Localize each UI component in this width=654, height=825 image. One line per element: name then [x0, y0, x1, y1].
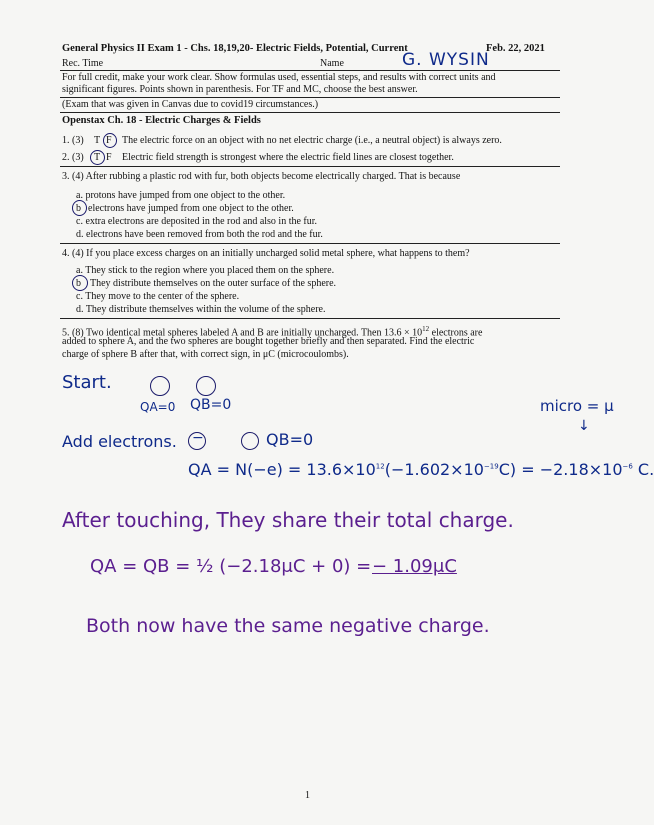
- exam-note: (Exam that was given in Canvas due to covid19 circumstances.): [62, 99, 319, 110]
- sphere-b-circle: [196, 376, 216, 396]
- q2-true: T: [94, 152, 101, 163]
- q4-option-d: d. They distribute themselves within the volume of the sphere.: [76, 304, 326, 315]
- q3-option-b: electrons have jumped from one object to the other.: [88, 203, 294, 214]
- q3-option-b-letter: b: [76, 203, 81, 214]
- q1-false: F: [106, 135, 112, 146]
- work-after-touching: After touching, They share their total charge.: [62, 508, 514, 532]
- q3-stem: 3. (4) After rubbing a plastic rod with fur, both objects become electrically charged. That is because: [62, 171, 461, 182]
- q1-prefix: 1. (3): [62, 135, 84, 146]
- student-name: G. WYSIN: [402, 50, 490, 70]
- sphere-b-neutral-circle: [241, 432, 259, 450]
- q4-option-b: They distribute themselves on the outer surface of the sphere.: [90, 278, 337, 289]
- micro-arrow: ↓: [578, 418, 590, 434]
- work-conclusion: Both now have the same negative charge.: [86, 615, 490, 637]
- work-final-lhs: QA = QB = ½ (−2.18μC + 0) =: [90, 556, 372, 577]
- final-answer: − 1.09μC: [372, 556, 457, 577]
- q3-answer-circle: [72, 200, 87, 216]
- sphere-a-circle: [150, 376, 170, 396]
- instructions-rule: [60, 97, 560, 98]
- header-rule: [60, 70, 560, 71]
- work-qb-zero-b: QB=0: [266, 430, 314, 449]
- q1-answer-circle: [103, 133, 117, 148]
- note-rule: [60, 112, 560, 113]
- instructions-line-1: For full credit, make your work clear. Show formulas used, essential steps, and results with correct units and: [62, 72, 496, 83]
- q2-false: F: [106, 152, 112, 163]
- name-label: Name: [320, 58, 344, 69]
- q1-text: The electric force on an object with no net electric charge (i.e., a neutral object) is always zero.: [122, 135, 502, 146]
- q4-option-b-letter: b: [76, 278, 81, 289]
- q3-option-d: d. electrons have been removed from both the rod and the fur.: [76, 229, 323, 240]
- q5-line-3: charge of sphere B after that, with correct sign, in μC (microcoulombs).: [62, 349, 349, 360]
- work-start: Start.: [62, 372, 112, 393]
- q3-option-c: c. extra electrons are deposited in the rod and also in the fur.: [76, 216, 318, 227]
- q2-prefix: 2. (3): [62, 152, 84, 163]
- q4-option-c: c. They move to the center of the sphere.: [76, 291, 240, 302]
- exam-date: Feb. 22, 2021: [486, 43, 545, 54]
- work-qa-zero: QA=0: [140, 400, 176, 414]
- q2-answer-circle: [90, 150, 105, 165]
- page-number: 1: [305, 790, 310, 801]
- q5-line-2: added to sphere A, and the two spheres are bought together briefly and then separated. Find the electric: [62, 336, 475, 347]
- q4-rule: [60, 318, 560, 319]
- instructions-line-2: significant figures. Points shown in parenthesis. For TF and MC, choose the best answer.: [62, 84, 418, 95]
- rec-time-label: Rec. Time: [62, 58, 104, 69]
- q2-text: Electric field strength is strongest where the electric field lines are closest together.: [122, 152, 454, 163]
- work-qa-equation: QA = $N(-e) = 13.6\times 10^{12}(-1.602\times 10^{-19}C) = -2.18\times 10^{-6}$ C.: [188, 460, 654, 479]
- work-micro: micro = μ: [540, 397, 614, 415]
- q4-option-a: a. They stick to the region where you placed them on the sphere.: [76, 265, 335, 276]
- work-minus-sign: −: [192, 430, 204, 446]
- work-add-electrons: Add electrons.: [62, 432, 177, 451]
- work-qb-zero: QB=0: [190, 397, 232, 413]
- q1-true: T: [94, 135, 101, 146]
- section-title: Openstax Ch. 18 - Electric Charges & Fields: [62, 115, 261, 126]
- q4-stem: 4. (4) If you place excess charges on an initially uncharged solid metal sphere, what happens to them?: [62, 248, 470, 259]
- q4-answer-circle: [72, 275, 88, 291]
- exam-title: General Physics II Exam 1 - Chs. 18,19,20- Electric Fields, Potential, Current: [62, 43, 408, 54]
- q3-rule: [60, 243, 560, 244]
- q2-rule: [60, 166, 560, 167]
- q3-option-a: a. protons have jumped from one object to the other.: [76, 190, 286, 201]
- q5-line-1: 5. (8) Two identical metal spheres labeled A and B are initially uncharged. Then $13.6 \times 10^{12}$ electrons are: [62, 325, 483, 339]
